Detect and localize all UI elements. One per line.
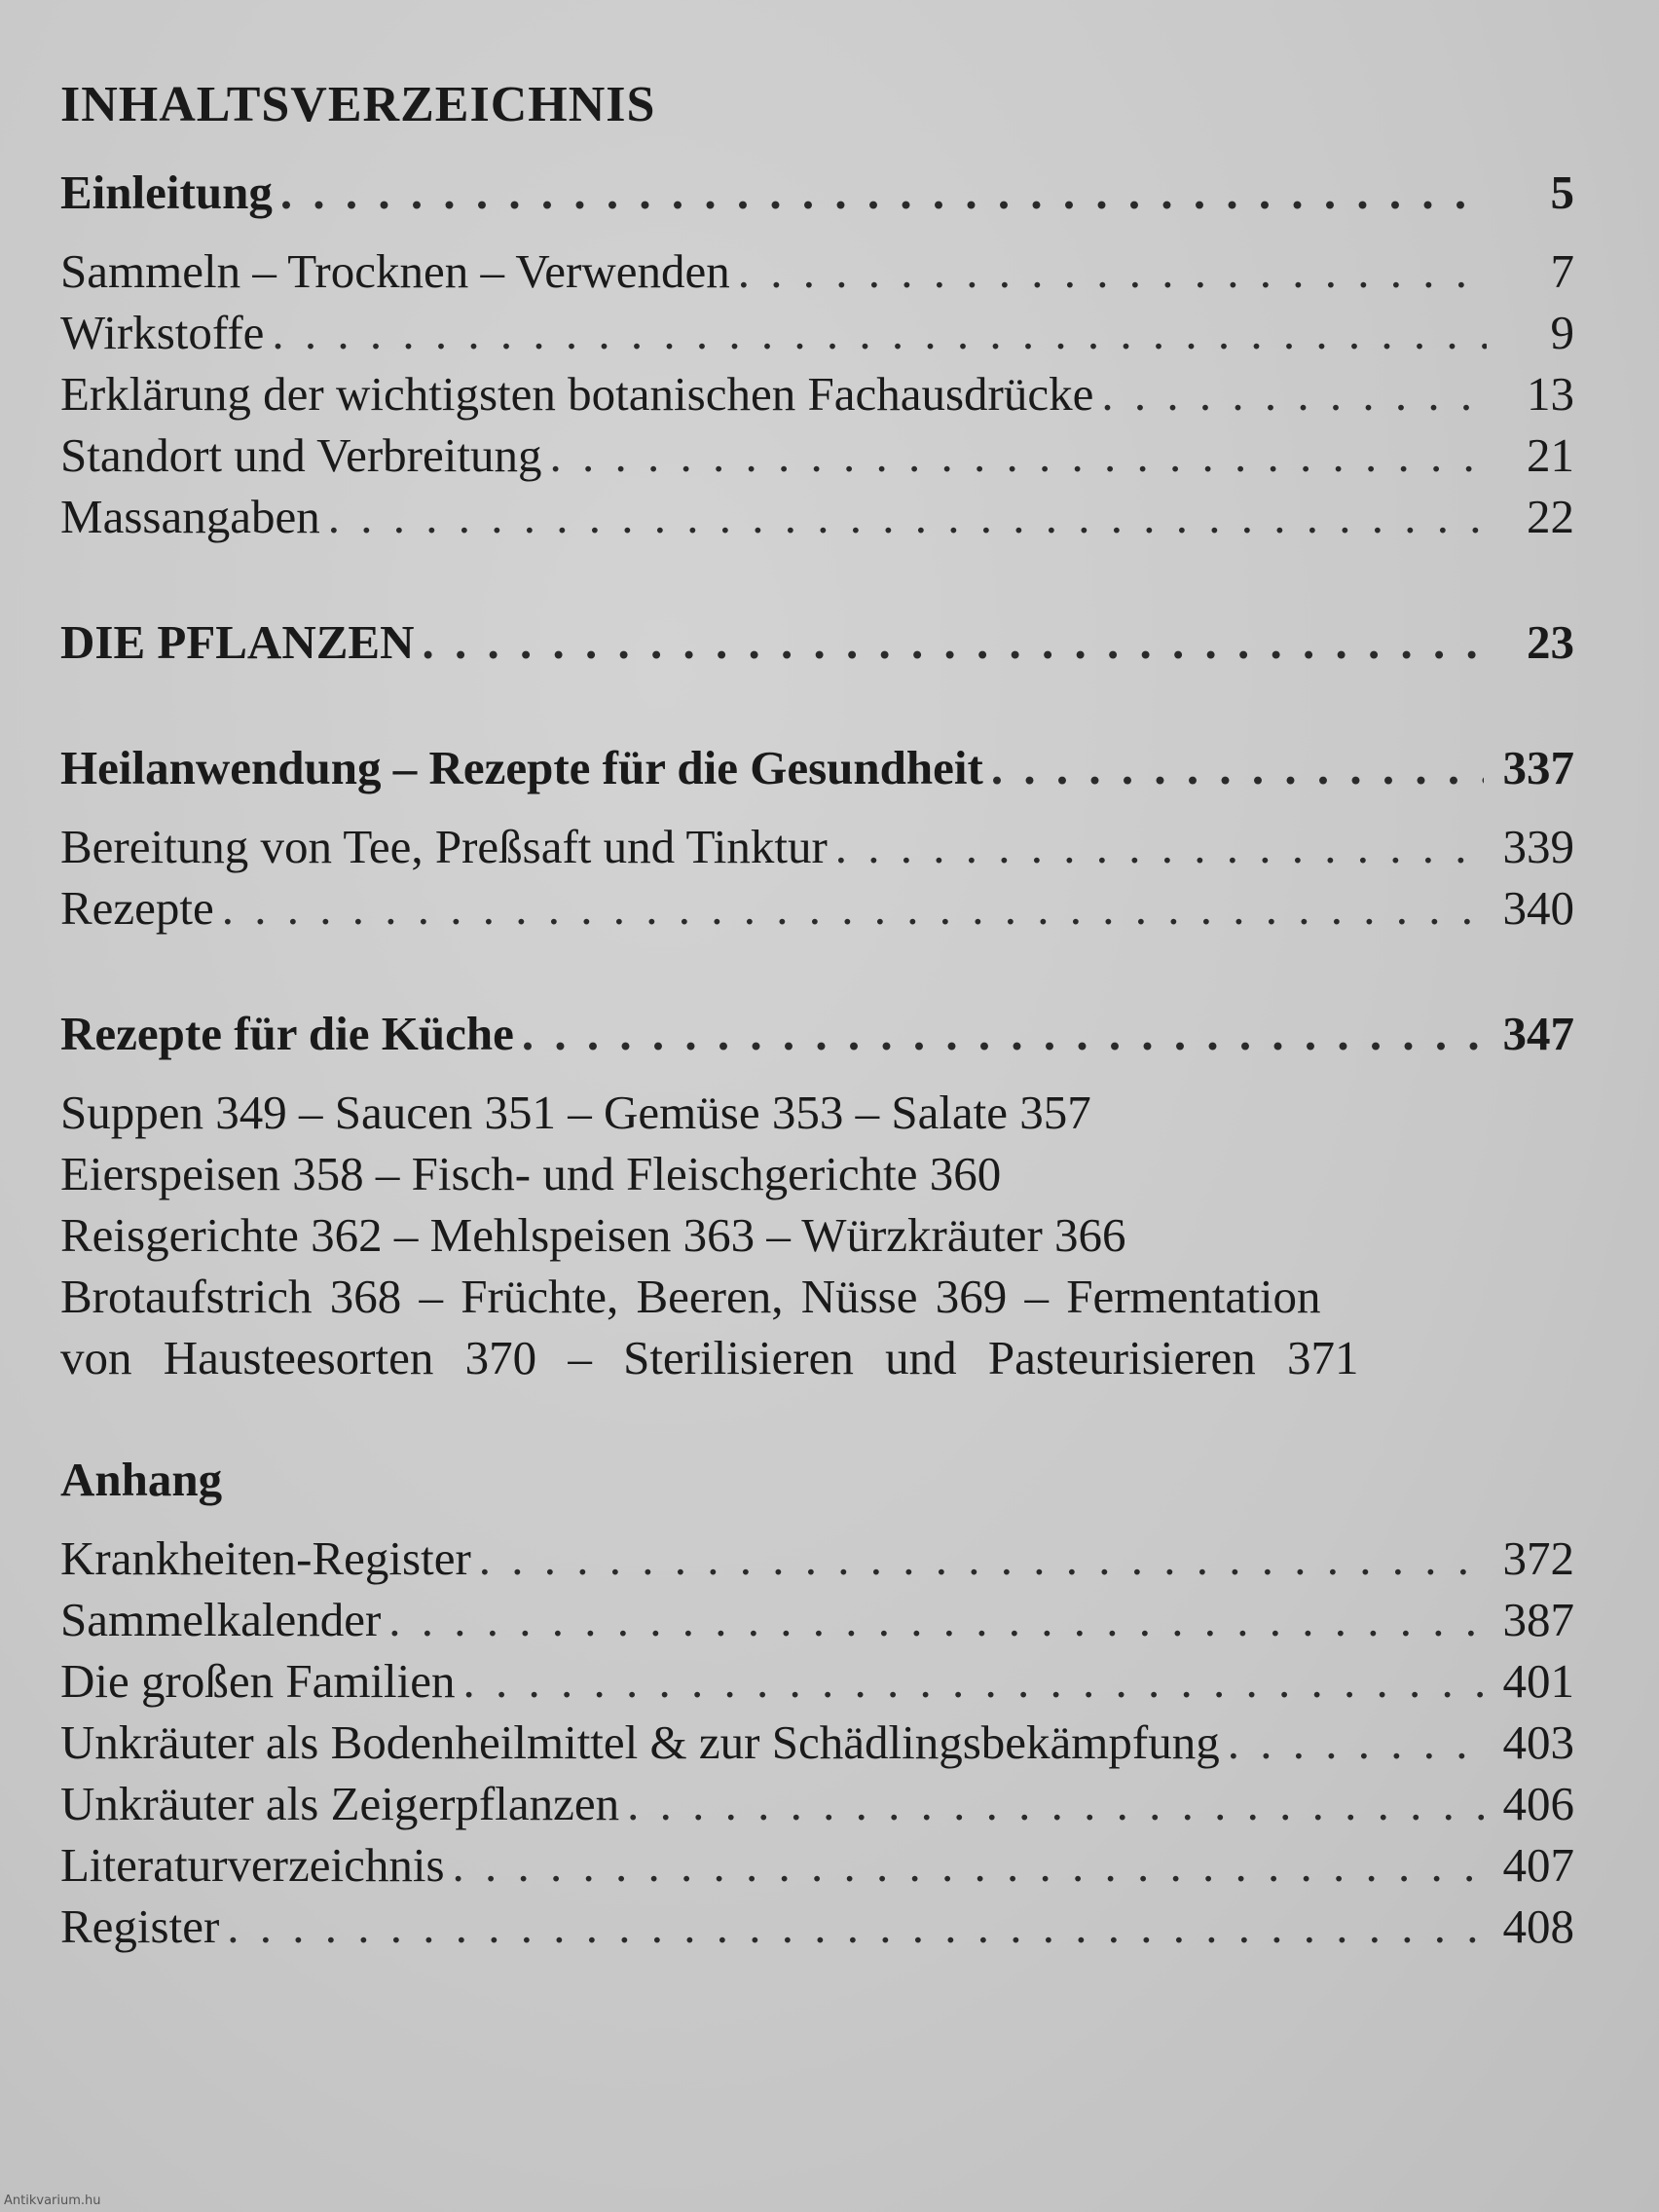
toc-label: Literaturverzeichnis [60, 1838, 445, 1892]
toc-page-number: 408 [1502, 1899, 1574, 1953]
toc-page-number: 401 [1502, 1654, 1574, 1708]
toc-page-number: 339 [1502, 820, 1574, 873]
leader-dots [328, 486, 1487, 547]
toc-page-number: 337 [1502, 741, 1574, 794]
leader-dots [422, 611, 1487, 673]
toc-entry [60, 1528, 1574, 1589]
toc-entry [60, 363, 1574, 424]
toc-page-number: 372 [1502, 1531, 1574, 1585]
toc-entry [60, 1650, 1574, 1712]
toc-label: Register [60, 1899, 220, 1953]
toc-page-number: 21 [1527, 428, 1574, 482]
toc-entry [60, 1834, 1574, 1896]
leader-dots [463, 1650, 1484, 1712]
toc-entry [60, 486, 1574, 547]
leader-dots [222, 877, 1484, 939]
toc-label: DIE PFLANZEN [60, 615, 415, 669]
toc-entry [60, 1712, 1574, 1773]
toc-page-number: 407 [1502, 1838, 1574, 1892]
toc-label: Unkräuter als Bodenheilmittel & zur Schädlingsbekämpfung [60, 1715, 1220, 1769]
section-heading-anhang: Anhang [60, 1453, 223, 1506]
leader-dots [627, 1773, 1483, 1834]
toc-entry [60, 302, 1574, 363]
leader-dots [388, 1589, 1483, 1650]
toc-entry [60, 1773, 1574, 1834]
toc-page-number: 403 [1502, 1715, 1574, 1769]
toc-label: Unkräuter als Zeigerpflanzen [60, 1777, 620, 1830]
toc-label: Einleitung [60, 166, 273, 219]
toc-label: Wirkstoffe [60, 306, 265, 359]
toc-page [60, 58, 1574, 1957]
recipe-line: Brotaufstrich 368 – Früchte, Beeren, Nüsse 369 – Fermentation [60, 1270, 1321, 1323]
toc-page-number: 7 [1550, 244, 1574, 298]
toc-entry-kueche [60, 1003, 1574, 1064]
toc-page-number: 22 [1527, 490, 1574, 543]
leader-dots [227, 1896, 1483, 1957]
toc-page-number: 13 [1527, 367, 1574, 421]
leader-dots [991, 737, 1484, 798]
toc-page-number: 406 [1502, 1777, 1574, 1830]
recipe-line: von Hausteesorten 370 – Sterilisieren und Pasteurisieren 371 [60, 1331, 1359, 1384]
toc-entry-einleitung [60, 162, 1574, 223]
toc-entry [60, 240, 1574, 302]
leader-dots [522, 1003, 1484, 1064]
leader-dots [280, 162, 1487, 223]
toc-label: Die großen Familien [60, 1654, 456, 1708]
toc-label: Krankheiten-Register [60, 1531, 471, 1585]
toc-entry [60, 877, 1574, 939]
toc-label: Standort und Verbreitung [60, 428, 542, 482]
toc-entry [60, 1589, 1574, 1650]
toc-label: Bereitung von Tee, Preßsaft und Tinktur [60, 820, 828, 873]
leader-dots [738, 240, 1487, 302]
kueche-recipe-list [60, 1082, 1574, 1388]
page-title: INHALTSVERZEICHNIS [60, 77, 656, 132]
toc-entry-pflanzen [60, 611, 1574, 673]
leader-dots [272, 302, 1487, 363]
toc-label: Sammelkalender [60, 1593, 382, 1646]
recipe-line: Suppen 349 – Saucen 351 – Gemüse 353 – Salate 357 [60, 1086, 1091, 1139]
toc-entry [60, 816, 1574, 877]
toc-page-number: 9 [1550, 306, 1574, 359]
leader-dots [479, 1528, 1484, 1589]
toc-label: Massangaben [60, 490, 320, 543]
leader-dots [453, 1834, 1484, 1896]
toc-label: Erklärung der wichtigsten botanischen Fachausdrücke [60, 367, 1094, 421]
toc-label: Rezepte [60, 881, 214, 935]
leader-dots [1101, 363, 1487, 424]
toc-page-number: 5 [1550, 166, 1574, 219]
toc-page-number: 340 [1502, 881, 1574, 935]
toc-label: Rezepte für die Küche [60, 1007, 514, 1060]
toc-entry [60, 424, 1574, 486]
leader-dots [1228, 1712, 1484, 1773]
leader-dots [549, 424, 1487, 486]
leader-dots [835, 816, 1484, 877]
toc-entry-heilanwendung [60, 737, 1574, 798]
watermark: Antikvarium.hu [4, 2194, 101, 2208]
recipe-line: Eierspeisen 358 – Fisch- und Fleischgerichte 360 [60, 1147, 1002, 1200]
toc-entry [60, 1896, 1574, 1957]
toc-label: Sammeln – Trocknen – Verwenden [60, 244, 730, 298]
toc-page-number: 387 [1502, 1593, 1574, 1646]
toc-page-number: 347 [1502, 1007, 1574, 1060]
toc-label: Heilanwendung – Rezepte für die Gesundheit [60, 741, 983, 794]
toc-page-number: 23 [1527, 615, 1574, 669]
recipe-line: Reisgerichte 362 – Mehlspeisen 363 – Würzkräuter 366 [60, 1208, 1126, 1262]
